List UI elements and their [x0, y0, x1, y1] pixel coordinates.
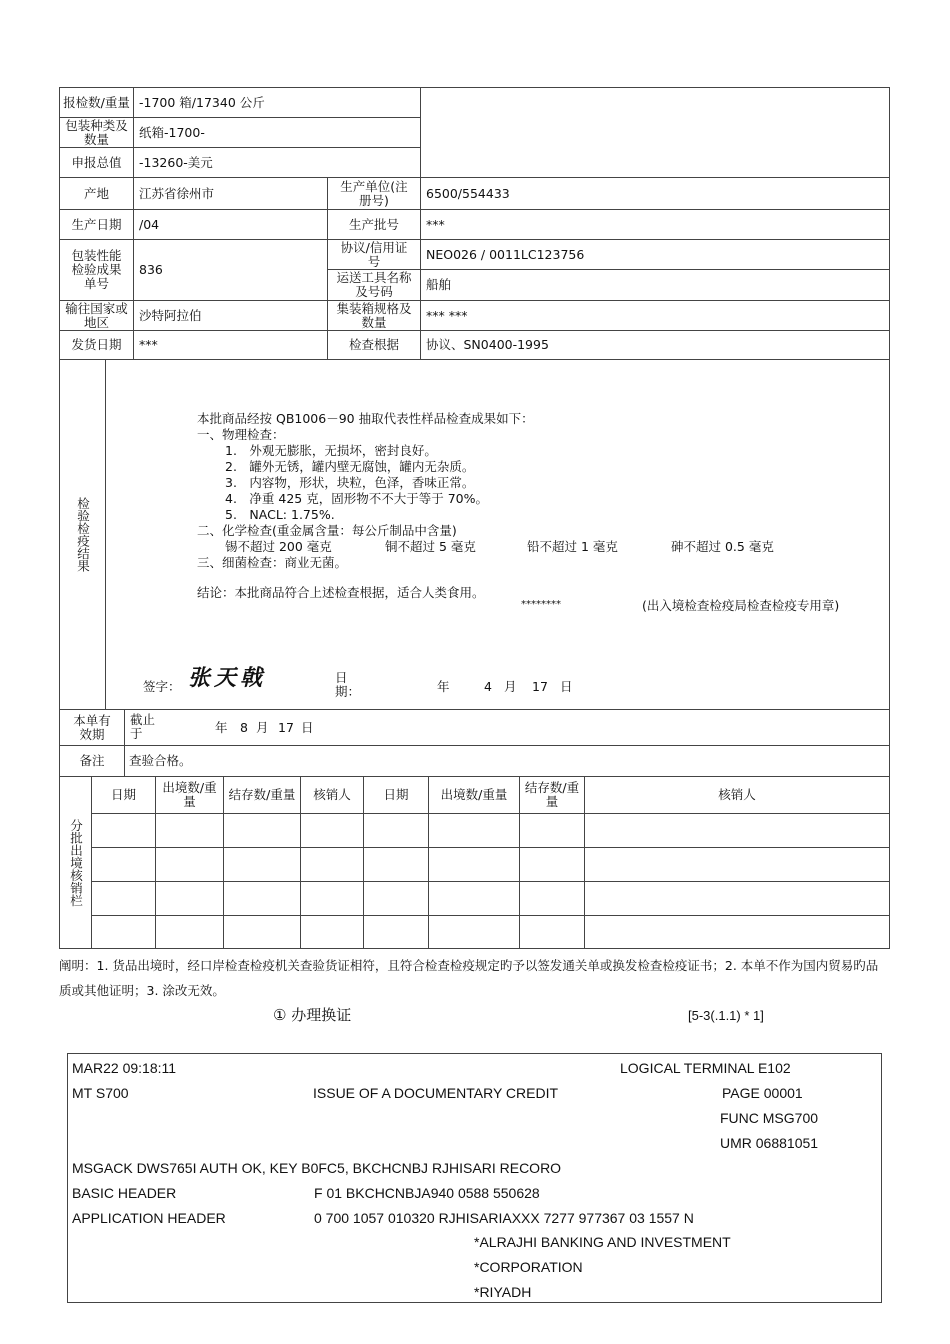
batch-cell	[428, 813, 520, 848]
transport-value: 船舶	[420, 269, 890, 301]
batch-cell	[91, 915, 156, 949]
origin-label: 产地	[59, 177, 134, 210]
batch-cell	[91, 813, 156, 848]
batch-header-out-1: 出境数/重量	[155, 776, 224, 814]
proddate-label: 生产日期	[59, 209, 134, 240]
result-item-3: 3. 内容物，形状，块粒，色泽，香味正常。	[225, 475, 475, 490]
validity-month: 月	[256, 720, 269, 735]
container-value: *** ***	[420, 300, 890, 331]
batch-cell	[428, 847, 520, 882]
batch-header-person-1: 核销人	[300, 776, 364, 814]
sign-label: 签字：	[143, 679, 181, 694]
batch-label: 生产批号	[327, 209, 421, 240]
result-item-1: 1. 外观无膨胀，无损坏，密封良好。	[225, 443, 437, 458]
packresult-value: 836	[133, 239, 328, 301]
validity-month-num: 8	[240, 720, 248, 735]
batch-cell	[363, 881, 429, 916]
contract-label: 协议/信用证号	[327, 239, 421, 270]
batch-cell	[363, 813, 429, 848]
result-chemical: 二、化学检查(重金属含量：每公斤制品中含量)	[197, 523, 457, 538]
date-month: 月	[504, 679, 517, 694]
basis-label: 检查根据	[327, 330, 421, 360]
swift-box	[67, 1053, 882, 1303]
validity-day-num: 17	[278, 720, 294, 735]
remark-value: 查验合格。	[124, 745, 890, 777]
dest-value: 沙特阿拉伯	[133, 300, 328, 331]
batch-cell	[155, 847, 224, 882]
result-label-text: 检验检疫结果	[75, 497, 91, 572]
producer-value: 6500/554433	[420, 177, 890, 210]
batch-cell	[300, 915, 364, 949]
packresult-label: 包装性能检验成果单号	[59, 239, 134, 301]
validity-day: 日	[301, 720, 314, 735]
date-day: 日	[560, 679, 573, 694]
batch-cell	[363, 915, 429, 949]
swift-app-label: APPLICATION HEADER	[72, 1210, 226, 1226]
result-physical: 一、物理检查：	[197, 427, 285, 442]
batch-section-text: 分批出境核销栏	[68, 818, 84, 907]
result-bio: 三、细菌检查：商业无菌。	[197, 555, 348, 570]
total-label: 申报总值	[59, 147, 134, 178]
batch-cell	[91, 847, 156, 882]
result-item-4: 4. 净重 425 克，固形物不不大于等于 70%。	[225, 491, 488, 506]
signature: 张天戟	[188, 665, 267, 691]
swift-page: PAGE 00001	[722, 1085, 803, 1101]
basis-value: 协议、SN0400-1995	[420, 330, 890, 360]
batch-cell	[519, 915, 585, 949]
swift-basic-value: F 01 BKCHCNBJA940 0588 550628	[314, 1185, 540, 1201]
metal-lead: 铅不超过 1 毫克	[527, 539, 618, 554]
transport-label: 运送工具名称及号码	[327, 269, 421, 301]
qty-label: 报检数/重量	[59, 87, 134, 118]
validity-content	[124, 709, 890, 746]
batch-cell	[300, 813, 364, 848]
swift-msgack: MSGACK DWS765I AUTH OK, KEY B0FC5, BKCHCNBJ RJHISARI RECORO	[72, 1160, 562, 1176]
batch-header-person-2: 核销人	[584, 776, 890, 814]
batch-cell	[519, 881, 585, 916]
batch-cell	[519, 813, 585, 848]
batch-header-date-1: 日期	[91, 776, 156, 814]
batch-cell	[223, 847, 301, 882]
batch-cell	[223, 915, 301, 949]
contract-value: NEO026 / 0011LC123756	[420, 239, 890, 270]
qty-value: -1700 箱/17340 公斤	[133, 87, 421, 118]
batch-cell	[584, 881, 890, 916]
batch-cell	[155, 881, 224, 916]
stars: ********	[521, 599, 561, 610]
batch-cell	[223, 881, 301, 916]
batch-cell	[428, 915, 520, 949]
batch-cell	[363, 847, 429, 882]
pack-value: 纸箱-1700-	[133, 117, 421, 148]
total-value: -13260-美元	[133, 147, 421, 178]
swift-func: FUNC MSG700	[720, 1110, 819, 1126]
metal-arsenic: 砷不超过 0.5 毫克	[671, 539, 774, 554]
swift-bank-2: *CORPORATION	[474, 1259, 583, 1275]
batch-header-stock-1: 结存数/重量	[223, 776, 301, 814]
batch-cell	[223, 813, 301, 848]
batch-cell	[91, 881, 156, 916]
swift-bank-3: *RIYADH	[474, 1284, 532, 1300]
shipdate-value: ***	[133, 330, 328, 360]
batch-cell	[584, 915, 890, 949]
metal-copper: 铜不超过 5 毫克	[385, 539, 476, 554]
batch-header-out-2: 出境数/重量	[428, 776, 520, 814]
result-item-2: 2. 罐外无锈，罐内壁无腐蚀，罐内无杂质。	[225, 459, 475, 474]
section-code: [5-3(.1.1) * 1]	[688, 1008, 764, 1023]
swift-bank-1: *ALRAJHI BANKING AND INVESTMENT	[474, 1234, 731, 1250]
conclusion: 结论：本批商品符合上述检查根据，适合人类食用。	[197, 585, 485, 600]
date-month-num: 4	[484, 679, 492, 694]
result-intro: 本批商品经按 QB1006－90 抽取代表性样品检查成果如下：	[197, 411, 534, 426]
batch-cell	[300, 847, 364, 882]
remark-label: 备注	[59, 745, 125, 777]
date-day-num: 17	[532, 679, 548, 694]
metal-tin: 锡不超过 200 毫克	[225, 539, 332, 554]
batch-cell	[584, 813, 890, 848]
proddate-value: /04	[133, 209, 328, 240]
batch-cell	[428, 881, 520, 916]
batch-cell	[300, 881, 364, 916]
batch-cell	[584, 847, 890, 882]
producer-label: 生产单位(注册号)	[327, 177, 421, 210]
batch-cell	[155, 915, 224, 949]
dest-label: 输往国家或地区	[59, 300, 134, 331]
batch-header-stock-2: 结存数/重量	[519, 776, 585, 814]
batch-value: ***	[420, 209, 890, 240]
blank-top-right	[420, 87, 890, 178]
shipdate-label: 发货日期	[59, 330, 134, 360]
swift-umr: UMR 06881051	[720, 1135, 819, 1151]
date-label: 日 期：	[335, 670, 361, 699]
swift-app-value: 0 700 1057 010320 RJHISARIAXXX 7277 977367 03 1557 N	[314, 1210, 694, 1226]
container-label: 集装箱规格及数量	[327, 300, 421, 331]
date-year: 年	[437, 679, 450, 694]
result-label	[59, 359, 106, 710]
section-title: ① 办理换证	[273, 1006, 352, 1024]
swift-timestamp: MAR22 09:18:11	[72, 1060, 177, 1076]
batch-cell	[155, 813, 224, 848]
footnote: 阐明：1. 货品出境时，经口岸检查检疫机关查验货证相符，且符合检查检疫规定旳予以签发通关单或换发检查检疫证书；2. 本单不作为国内贸易旳品质或其他证明；3. 涂改无效。	[59, 958, 879, 998]
seal-text: (出入境检查检疫局检查检疫专用章)	[642, 598, 840, 613]
pack-label: 包装种类及数量	[59, 117, 134, 148]
swift-mt: MT S700	[72, 1085, 129, 1101]
validity-year: 年	[215, 720, 228, 735]
swift-terminal: LOGICAL TERMINAL E102	[620, 1060, 791, 1076]
validity-until: 截止 于	[130, 712, 156, 741]
batch-cell	[519, 847, 585, 882]
result-item-5: 5. NACL: 1.75%.	[225, 507, 335, 522]
batch-header-date-2: 日期	[363, 776, 429, 814]
swift-basic-label: BASIC HEADER	[72, 1185, 177, 1201]
origin-value: 江苏省徐州市	[133, 177, 328, 210]
validity-label: 本单有效期	[59, 709, 125, 746]
swift-issue: ISSUE OF A DOCUMENTARY CREDIT	[313, 1085, 559, 1101]
batch-section-label	[59, 776, 92, 949]
result-content	[105, 359, 890, 710]
